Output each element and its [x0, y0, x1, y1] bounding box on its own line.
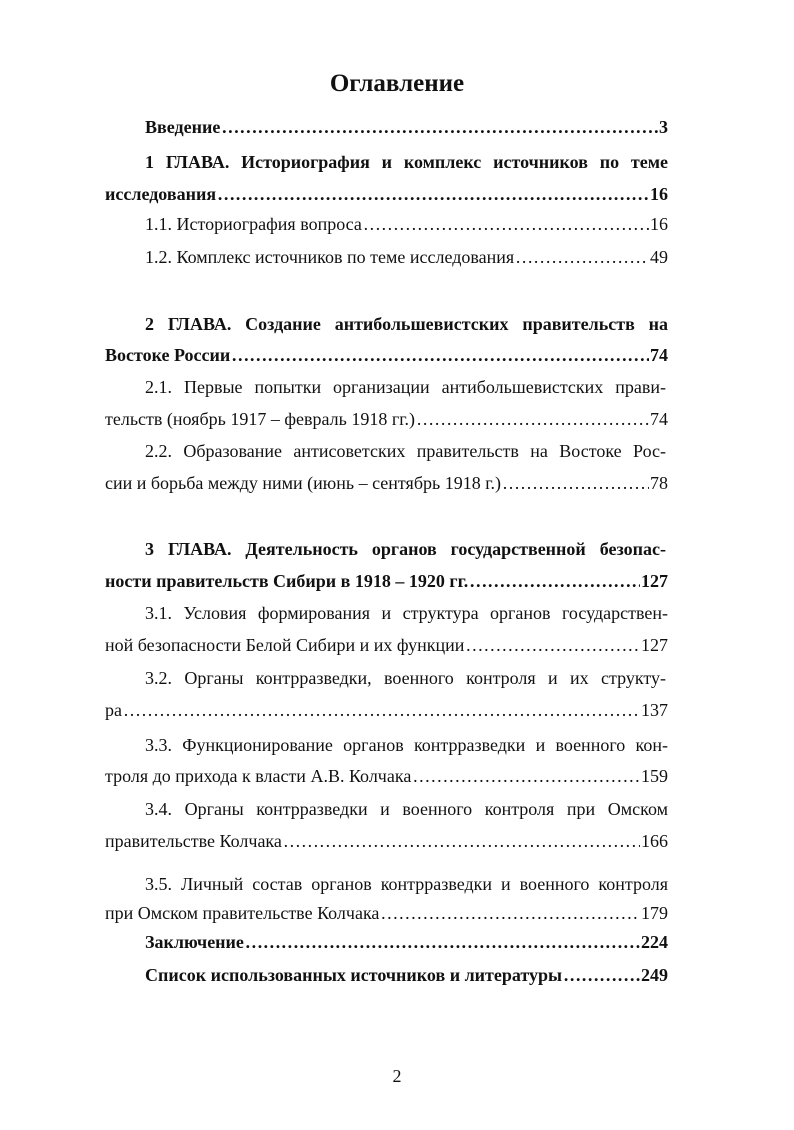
toc-page-number: 179 [641, 903, 668, 923]
dot-leader [412, 766, 640, 786]
toc-entry-text: ной безопасности Белой Сибири и их функции [105, 635, 465, 655]
toc-entry-text: правительстве Колчака [105, 831, 282, 851]
dot-leader [363, 214, 649, 234]
toc-page-number: 166 [641, 831, 668, 851]
toc-page-number: 16 [650, 184, 668, 204]
dot-leader [502, 473, 649, 493]
toc-section-2-2-line2[interactable] [105, 473, 668, 493]
page-title: Оглавление [329, 70, 465, 97]
toc-entry-conclusion[interactable] [145, 932, 668, 952]
toc-entry-text: ра [105, 700, 122, 720]
dot-leader [283, 831, 640, 851]
toc-section-2-1-line2[interactable] [105, 409, 668, 429]
toc-chapter2-title-line1[interactable]: 2 ГЛАВА. Создание антибольшевистских правительств на [145, 314, 668, 334]
toc-page-number: 127 [641, 635, 668, 655]
toc-chapter1-title-line2[interactable] [105, 184, 668, 204]
toc-chapter2-title-line2[interactable] [105, 345, 668, 365]
toc-section-1-2[interactable] [145, 247, 668, 267]
toc-section-3-3-line2[interactable] [105, 766, 668, 786]
toc-page-number: 137 [641, 700, 668, 720]
toc-page-number: 16 [650, 214, 668, 234]
dot-leader [563, 965, 640, 985]
dot-leader [380, 903, 640, 923]
dot-leader [515, 247, 649, 267]
toc-entry-text: тельств (ноябрь 1917 – февраль 1918 гг.) [105, 409, 416, 429]
toc-page-number: 74 [650, 345, 668, 365]
toc-page-number: 74 [650, 409, 668, 429]
dot-leader [416, 409, 649, 429]
toc-entry-text: Список использованных источников и литературы [145, 965, 563, 985]
toc-entry-text: при Омском правительстве Колчака [105, 903, 380, 923]
toc-page-number: 3 [659, 117, 668, 137]
toc-entry-bibliography[interactable] [145, 965, 668, 985]
dot-leader [123, 700, 640, 720]
toc-section-3-5-line1[interactable]: 3.5. Личный состав органов контрразведки и военного контроля [145, 874, 668, 894]
toc-page-number: 224 [641, 932, 668, 952]
toc-section-3-4-line1[interactable]: 3.4. Органы контрразведки и военного контроля при Омском [145, 799, 668, 819]
page-number: 2 [392, 1066, 402, 1086]
toc-page-number: 127 [641, 571, 668, 591]
toc-chapter3-title-line2[interactable] [105, 571, 668, 591]
toc-entry-introduction[interactable] [145, 117, 668, 137]
toc-entry-text: Заключение [145, 932, 244, 952]
dot-leader [231, 345, 649, 365]
dot-leader [221, 117, 658, 137]
toc-entry-text: исследования [105, 184, 217, 204]
toc-section-3-2-line2[interactable] [105, 700, 668, 720]
dot-leader [465, 635, 640, 655]
toc-section-1-1[interactable] [145, 214, 668, 234]
toc-entry-text: Введение [145, 117, 221, 137]
toc-chapter1-title-line1[interactable]: 1 ГЛАВА. Историография и комплекс источников по теме [145, 152, 668, 172]
toc-entry-text: троля до прихода к власти А.В. Колчака [105, 766, 412, 786]
dot-leader [469, 571, 640, 591]
toc-page-number: 49 [650, 247, 668, 267]
toc-entry-text: ности правительств Сибири в 1918 – 1920 гг. [105, 571, 469, 591]
toc-section-3-2-line1[interactable]: 3.2. Органы контрразведки, военного контроля и их структу- [145, 668, 666, 688]
toc-page-number: 159 [641, 766, 668, 786]
toc-section-2-1-line1[interactable]: 2.1. Первые попытки организации антибольшевистских прави- [145, 377, 666, 397]
toc-entry-text: Востоке России [105, 345, 231, 365]
toc-page-number: 78 [650, 473, 668, 493]
toc-chapter3-title-line1[interactable]: 3 ГЛАВА. Деятельность органов государственной безопас- [145, 539, 666, 559]
toc-section-3-3-line1[interactable]: 3.3. Функционирование органов контрразведки и военного кон- [145, 735, 668, 755]
toc-section-3-4-line2[interactable] [105, 831, 668, 851]
dot-leader [217, 184, 649, 204]
toc-section-2-2-line1[interactable]: 2.2. Образование антисоветских правительств на Востоке Рос- [145, 441, 666, 461]
toc-section-3-5-line2[interactable] [105, 903, 668, 923]
toc-page-number: 249 [641, 965, 668, 985]
toc-entry-text: 1.2. Комплекс источников по теме исследования [145, 247, 515, 267]
toc-entry-text: сии и борьба между ними (июнь – сентябрь 1918 г.) [105, 473, 502, 493]
dot-leader [245, 932, 640, 952]
toc-section-3-1-line1[interactable]: 3.1. Условия формирования и структура органов государствен- [145, 603, 668, 623]
toc-section-3-1-line2[interactable] [105, 635, 668, 655]
toc-entry-text: 1.1. Историография вопроса [145, 214, 362, 234]
